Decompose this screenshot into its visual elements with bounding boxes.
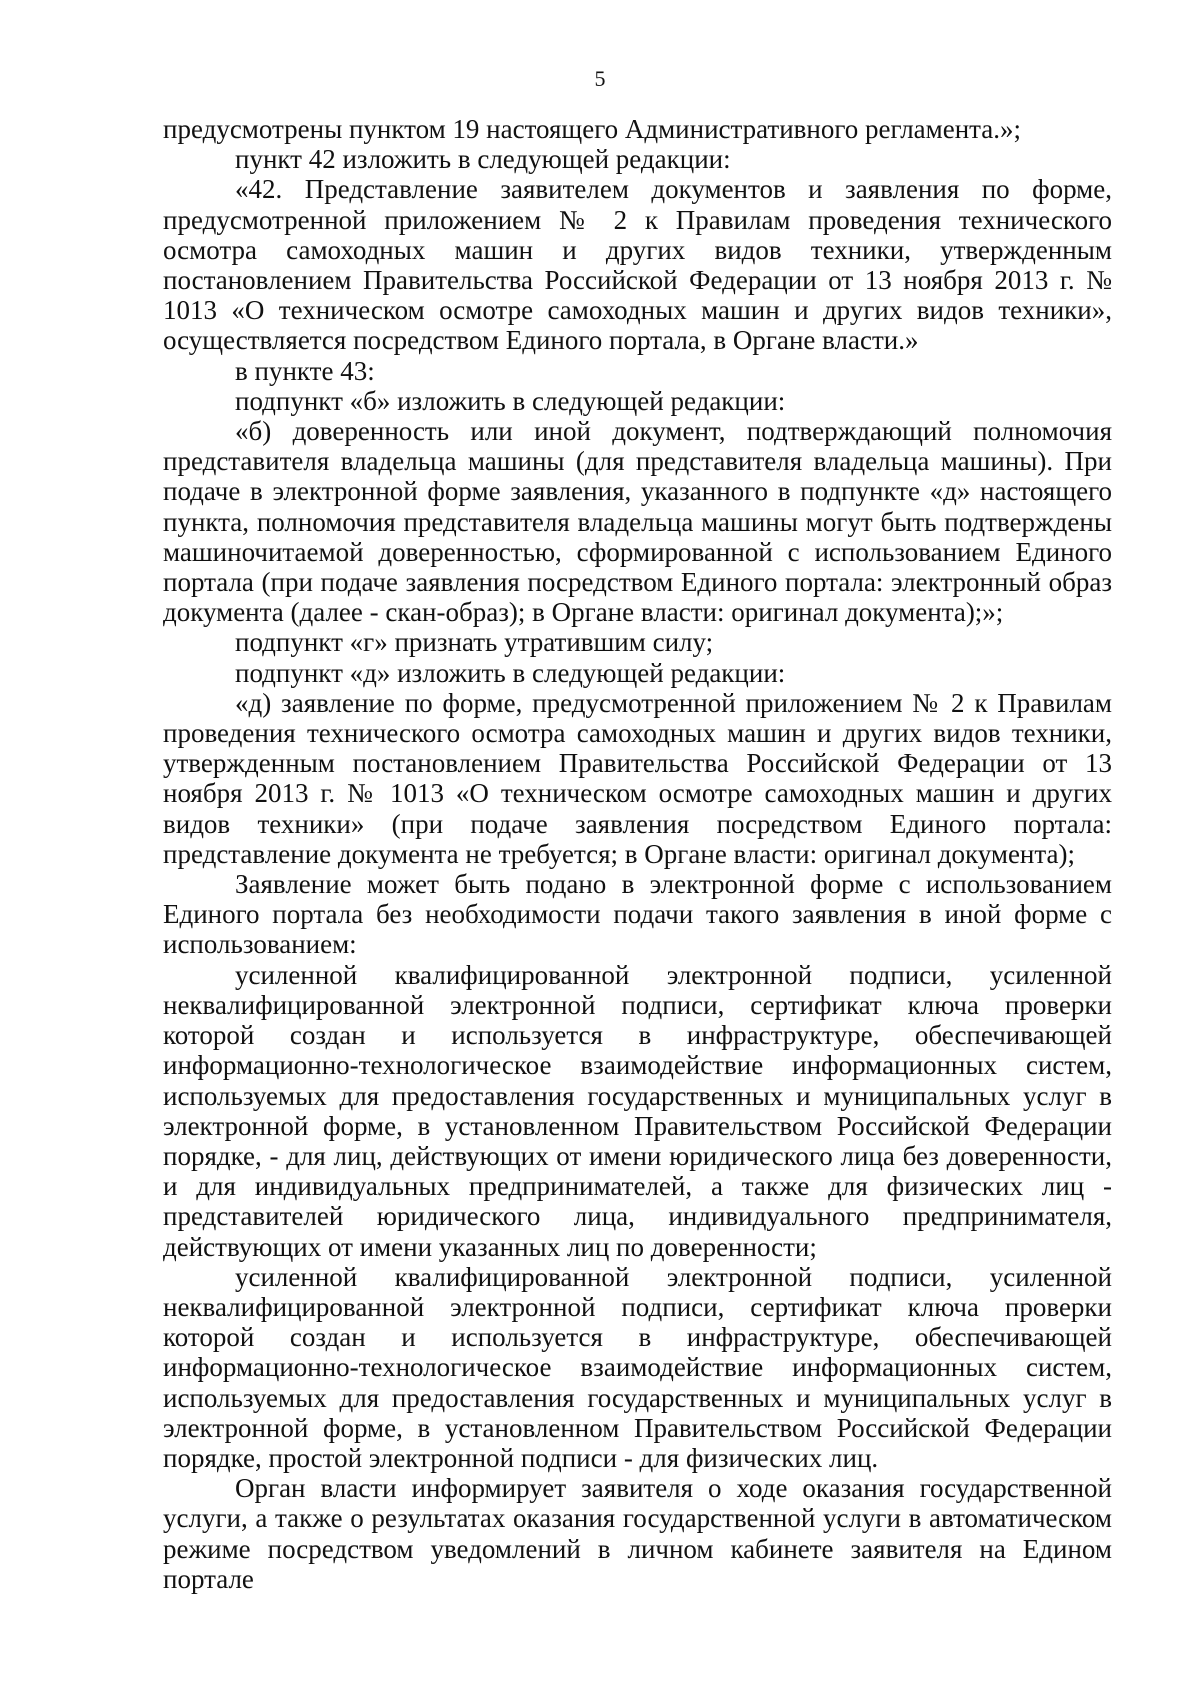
page-number: 5 (594, 66, 606, 91)
paragraph-signature-legal-entities: усиленной квалифицированной электронной подписи, усиленной неквалифицированной электронной подписи, сертификат ключа проверки которой создан и используется в инфраструктуре, обеспечивающей информационно-технологическое взаимодействие информационных систем, используемых для предоставления государственных и муниципальных услуг в электронной форме, в установленном Правительством Российской Федерации порядке, - для лиц, действующих от имени юридического лица без доверенности, и для индивидуальных предпринимателей, а также для физических лиц - представителей юридического лица, индивидуального предпринимателя, действующих от имени указанных лиц по доверенности; (163, 959, 1112, 1262)
paragraph-item-42-instruction: пункт 42 изложить в следующей редакции: (235, 144, 731, 175)
paragraph-subitem-g-instruction: подпункт «г» признать утратившим силу; (235, 627, 714, 658)
paragraph-signature-individuals: усиленной квалифицированной электронной подписи, усиленной неквалифицированной электронной подписи, сертификат ключа проверки которой создан и используется в инфраструктуре, обеспечивающей информационно-технологическое взаимодействие информационных систем, используемых для предоставления государственных и муниципальных услуг в электронной форме, в установленном Правительством Российской Федерации порядке, простой электронной подписи - для физических лиц. (163, 1261, 1112, 1473)
paragraph-item-43-heading: в пункте 43: (235, 355, 375, 386)
paragraph-subitem-d-text: «д) заявление по форме, предусмотренной приложением № 2 к Правилам проведения технического осмотра самоходных машин и других видов техники, утвержденным постановлением Правительства Российской Федерации от 13 ноября 2013 г. № 1013 «О техническом осмотре самоходных машин и других видов техники» (при подаче заявления посредством Единого портала: представление документа не требуется; в Органе власти: оригинал документа); (163, 687, 1112, 869)
paragraph-subitem-b-text: «б) доверенность или иной документ, подтверждающий полномочия представителя владельца машины (для представителя владельца машины). При подаче в электронной форме заявления, указанного в подпункте «д» настоящего пункта, полномочия представителя владельца машины могут быть подтверждены машиночитаемой доверенностью, сформированной с использованием Единого портала (при подаче заявления посредством Единого портала: электронный образ документа (далее - скан-образ); в Органе власти: оригинал документа);»; (163, 416, 1112, 628)
paragraph-authority-informs: Орган власти информирует заявителя о ходе оказания государственной услуги, а также о результатах оказания государственной услуги в автоматическом режиме посредством уведомлений в личном кабинете заявителя на Едином портале (163, 1473, 1112, 1594)
paragraph-item-42-text: «42. Представление заявителем документов и заявления по форме, предусмотренной приложением № 2 к Правилам проведения технического осмотра самоходных машин и других видов техники, утвержденным постановлением Правительства Российской Федерации от 13 ноября 2013 г. № 1013 «О техническом осмотре самоходных машин и других видов техники», осуществляется посредством Единого портала, в Органе власти.» (163, 174, 1112, 356)
paragraph-application-electronic: Заявление может быть подано в электронной форме с использованием Единого портала без необходимости подачи такого заявления в иной форме с использованием: (163, 869, 1112, 960)
paragraph-subitem-d-instruction: подпункт «д» изложить в следующей редакции: (235, 657, 786, 688)
document-body (163, 114, 1112, 1594)
paragraph-continuation: предусмотрены пунктом 19 настоящего Административного регламента.»; (163, 114, 1022, 144)
paragraph-subitem-b-instruction: подпункт «б» изложить в следующей редакции: (235, 385, 786, 416)
